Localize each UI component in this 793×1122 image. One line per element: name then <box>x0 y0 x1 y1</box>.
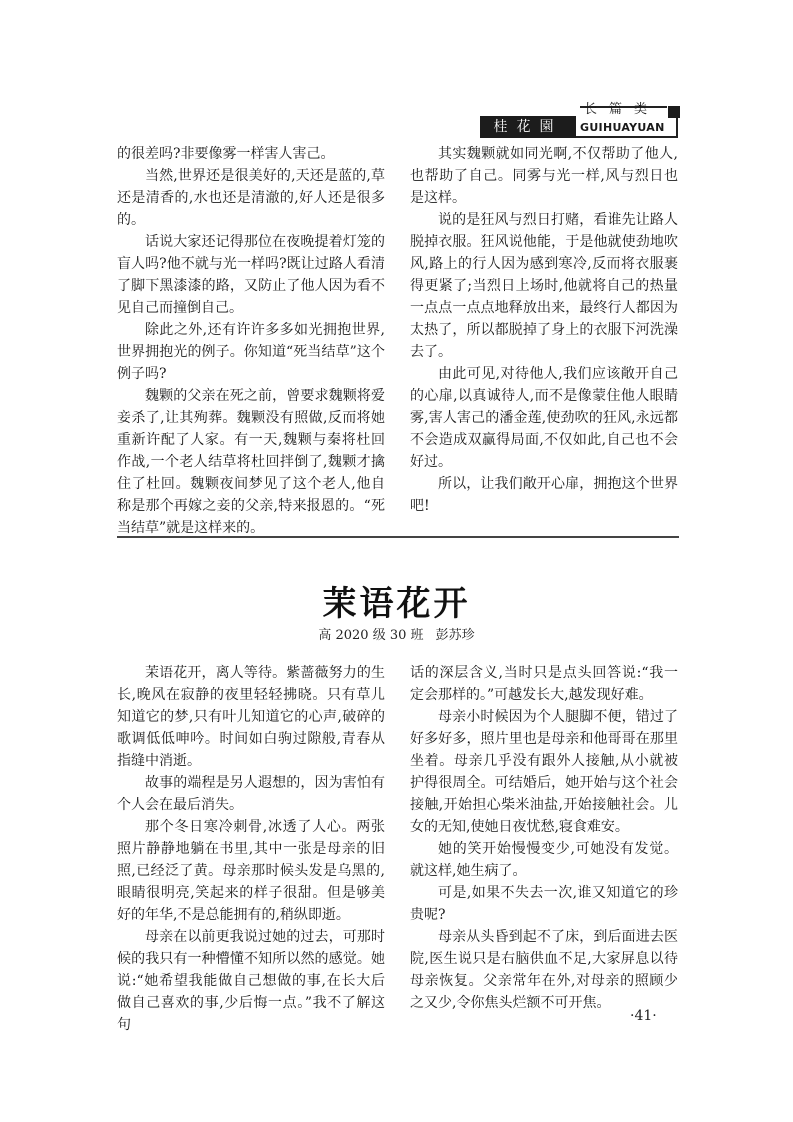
article-divider <box>117 536 679 538</box>
paragraph: 由此可见,对待他人,我们应该敞开自己的心扉,以真诚待人,而不是像蒙住他人眼睛雾,害人害己的潘金莲,使劲吹的狂风,永远都不会造成双赢得局面,不仅如此,自己也不会好过。 <box>410 366 678 470</box>
paragraph: 话的深层含义,当时只是点头回答说:“我一定会那样的。”可越发长大,越发现好难。 <box>410 665 678 703</box>
article-title: 茉语花开 <box>322 584 471 624</box>
paragraph: 说的是狂风与烈日打赌，看谁先让路人脱掉衣服。狂风说他能，于是他就使劲地吹风,路上的行人因为感到寒冷,反而将衣服裹得更紧了;当烈日上场时,他就将自己的热量一点点一点点地释放出来，最终行人都因为太热了，所以都脱掉了身上的衣服下河洗澡去了。 <box>410 212 678 360</box>
author-class: 高 2020 级 30 班 <box>318 628 424 643</box>
paragraph: 母亲在以前更我说过她的过去，可那时候的我只有一种懵懂不知所以然的感觉。她说:“她希望我能做自己想做的事,在长大后做自己喜欢的事,少后悔一点。”我不了解这句 <box>117 929 385 1033</box>
page-number: ·41· <box>630 1008 657 1024</box>
section-name: 桂花園 <box>480 116 576 138</box>
paragraph: 的很差吗?非要像雾一样害人害己。 <box>117 146 335 162</box>
article2-right-column <box>410 662 678 1014</box>
paragraph: 话说大家还记得那位在夜晚提着灯笼的盲人吗?他不就与光一样吗?既让过路人看清了脚下黑漆漆的路，又防止了他人因为看不见自己而撞倒自己。 <box>117 234 385 316</box>
section-category: 长篇类 <box>584 102 660 117</box>
paragraph: 魏颗的父亲在死之前，曾要求魏颗将爱妾杀了,让其殉葬。魏颗没有照做,反而将她重新许配了人家。有一天,魏颗与秦将杜回作战,一个老人结草将杜回拌倒了,魏颗才擒住了杜回。魏颗夜间梦见了这个老人,他自称是那个再嫁之妾的父亲,特来报恩的。“死当结草”就是这样来的。 <box>117 388 385 536</box>
paragraph: 其实魏颗就如同光啊,不仅帮助了他人,也帮助了自己。同雾与光一样,风与烈日也是这样。 <box>410 146 678 206</box>
paragraph: 所以，让我们敞开心扉，拥抱这个世界吧! <box>410 476 678 514</box>
article1-right-column <box>410 143 678 517</box>
paragraph: 茉语花开，离人等待。紫蔷薇努力的生长,晚风在寂静的夜里轻轻拂晓。只有草儿知道它的梦,只有叶儿知道它的心声,破碎的歌调低低呻吟。时间如白驹过隙般,青春从指缝中消逝。 <box>117 665 385 769</box>
paragraph: 可是,如果不失去一次,谁又知道它的珍贵呢? <box>410 885 678 923</box>
article2-left-column <box>117 662 385 1036</box>
paragraph: 母亲小时候因为个人腿脚不便，错过了好多好多，照片里也是母亲和他哥哥在那里坐着。母亲几乎没有跟外人接触,从小就被护得很周全。可结婚后，她开始与这个社会接触,开始担心柴米油盐,开始接触社会。儿女的无知,使她日夜忧愁,寝食难安。 <box>410 709 678 835</box>
badge-rule-vertical <box>676 118 678 136</box>
article1-left-column <box>117 143 385 539</box>
paragraph: 当然,世界还是很美好的,天还是蓝的,草还是清香的,水也还是清澈的,好人还是很多的。 <box>117 168 385 228</box>
section-name-en: GUIHUAYUAN <box>580 121 665 134</box>
author-name: 彭苏珍 <box>435 628 475 643</box>
badge-square <box>668 106 680 118</box>
article-byline <box>0 624 793 643</box>
badge-rule-horizontal <box>576 136 678 138</box>
paragraph: 她的笑开始慢慢变少,可她没有发觉。就这样,她生病了。 <box>410 841 678 879</box>
section-badge <box>480 104 680 138</box>
paragraph: 母亲从头昏到起不了床，到后面进去医院,医生说只是右脑供血不足,大家屏息以待母亲恢复。父亲常年在外,对母亲的照顾少之又少,令你焦头烂额不可开焦。 <box>410 929 678 1011</box>
paragraph: 那个冬日寒冷刺骨,冰透了人心。两张照片静静地躺在书里,其中一张是母亲的旧照,已经泛了黄。母亲那时候头发是乌黑的,眼睛很明亮,笑起来的样子很甜。但是够美好的年华,不是总能拥有的,稍纵即逝。 <box>117 819 385 923</box>
paragraph: 故事的端程是另人遐想的，因为害怕有个人会在最后消失。 <box>117 775 385 813</box>
paragraph: 除此之外,还有许许多多如光拥抱世界,世界拥抱光的例子。你知道“死当结草”这个例子吗? <box>117 322 385 382</box>
